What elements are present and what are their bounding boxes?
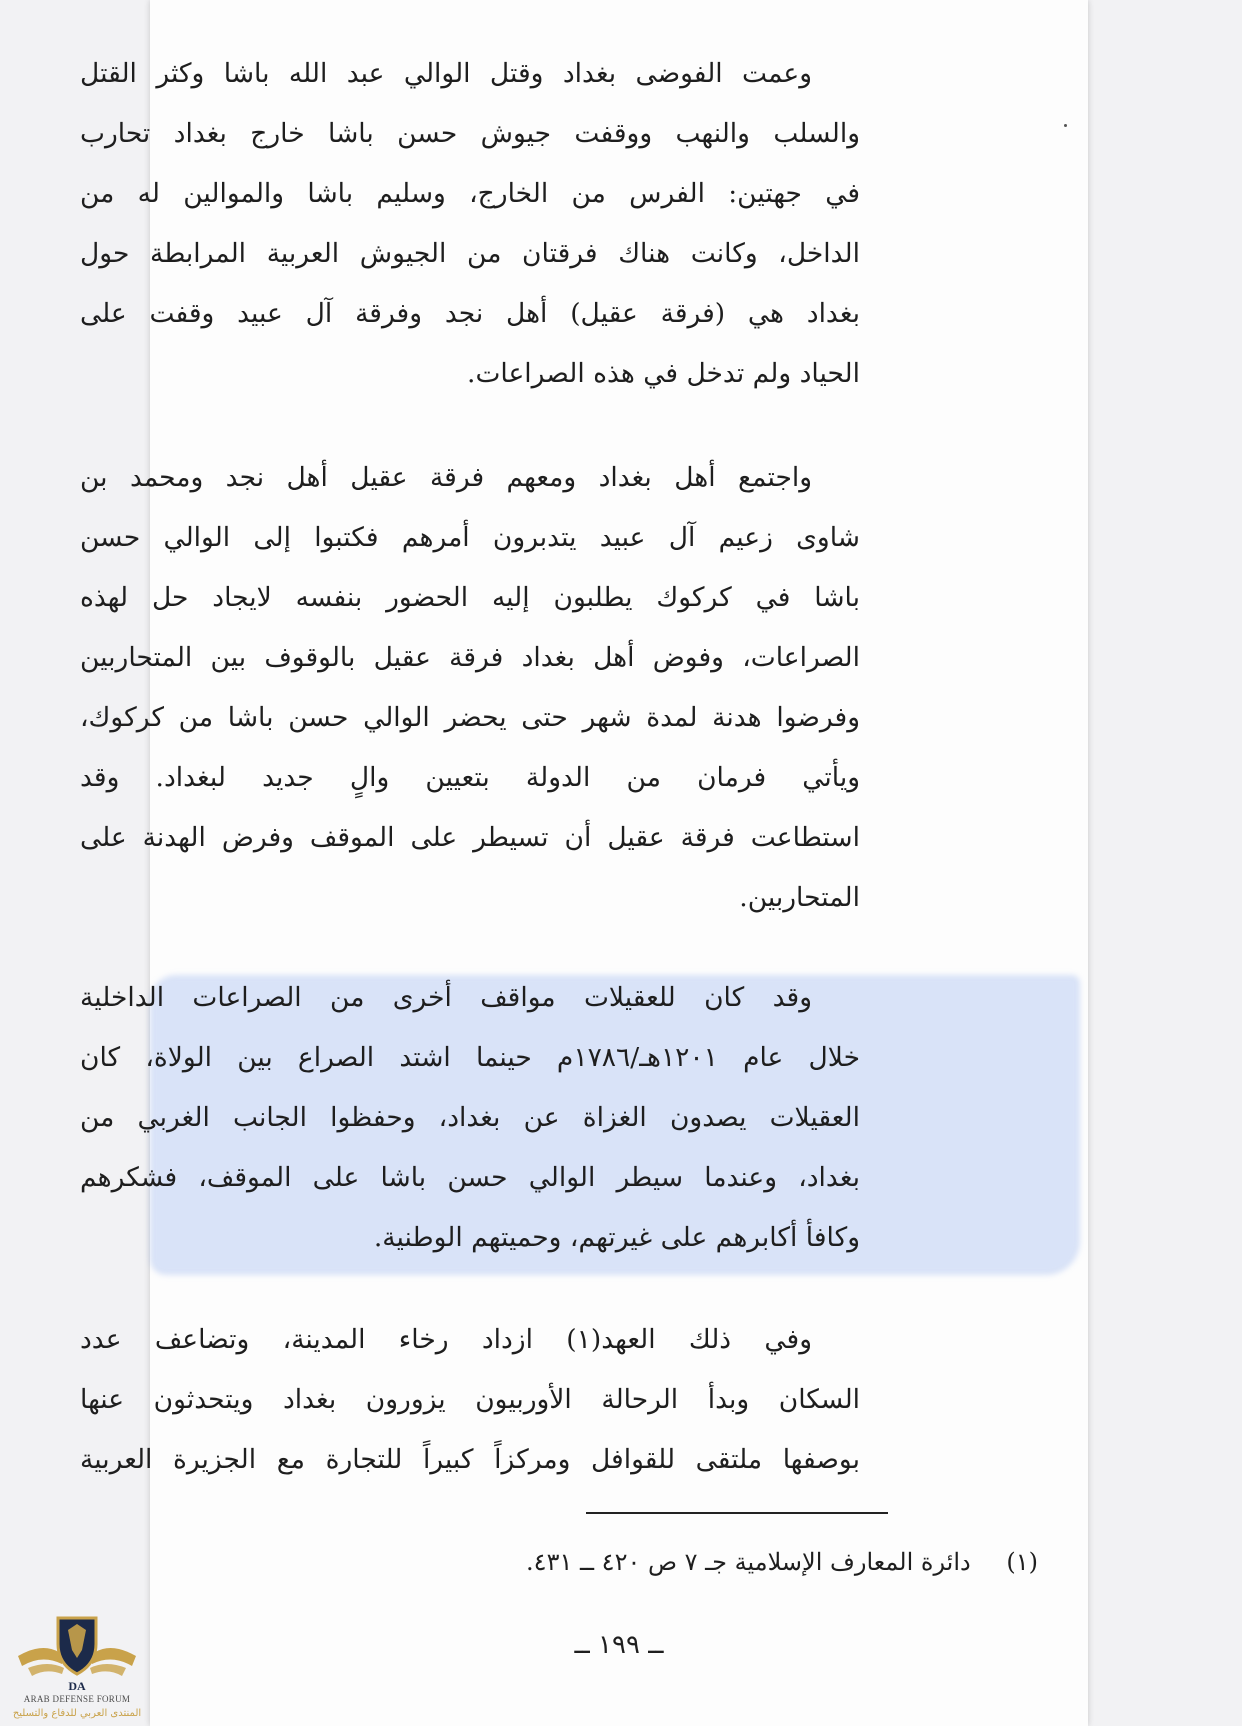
- paragraph-3: [80, 968, 860, 1268]
- paragraph-line: في جهتين: الفرس من الخارج، وسليم باشا والموالين له من: [80, 178, 860, 209]
- logo-english-name: ARAB DEFENSE FORUM: [23, 1694, 131, 1704]
- paragraph-line: وقد كان للعقيلات مواقف أخرى من الصراعات الداخلية: [80, 982, 812, 1013]
- paragraph-line: استطاعت فرقة عقيل أن تسيطر على الموقف وفرض الهدنة على: [80, 822, 860, 853]
- eagle-shield-icon: [8, 1610, 146, 1694]
- footnote: [150, 1548, 1038, 1576]
- paragraph-1: [80, 44, 860, 404]
- page-number: ــ ١٩٩ ــ: [574, 1630, 664, 1660]
- logo-initials: DA: [68, 1679, 86, 1693]
- logo-arabic-name: المنتدى العربي للدفاع والتسليح: [12, 1708, 142, 1719]
- paragraph-line: وفي ذلك العهد(١) ازداد رخاء المدينة، وتضاعف عدد: [80, 1324, 812, 1355]
- paragraph-line: شاوى زعيم آل عبيد يتدبرون أمرهم فكتبوا إلى الوالي حسن: [80, 522, 860, 553]
- forum-logo: [8, 1610, 146, 1722]
- paragraph-line: بوصفها ملتقى للقوافل ومركزاً كبيراً للتجارة مع الجزيرة العربية: [80, 1444, 860, 1475]
- paragraph-line: العقيلات يصدون الغزاة عن بغداد، وحفظوا الجانب الغربي من: [80, 1102, 860, 1133]
- footnote-rule: [586, 1512, 888, 1514]
- page-speck: [1064, 124, 1067, 127]
- paragraph-line: ويأتي فرمان من الدولة بتعيين والٍ جديد لبغداد. وقد: [80, 762, 860, 793]
- paragraph-2: [80, 448, 860, 928]
- paragraph-line: المتحاربين.: [739, 882, 860, 913]
- paragraph-line: الحياد ولم تدخل في هذه الصراعات.: [467, 358, 860, 389]
- paragraph-line: باشا في كركوك يطلبون إليه الحضور بنفسه لايجاد حل لهذه: [80, 582, 860, 613]
- paragraph-line: الداخل، وكانت هناك فرقتان من الجيوش العربية المرابطة حول: [80, 238, 860, 269]
- paragraph-line: السكان وبدأ الرحالة الأوربيون يزورون بغداد ويتحدثون عنها: [80, 1384, 860, 1415]
- paragraph-line: بغداد هي (فرقة عقيل) أهل نجد وفرقة آل عبيد وقفت على: [80, 298, 860, 329]
- paragraph-line: خلال عام ١٢٠١هـ/١٧٨٦م حينما اشتد الصراع بين الولاة، كان: [80, 1042, 860, 1073]
- paragraph-line: الصراعات، وفوض أهل بغداد فرقة عقيل بالوقوف بين المتحاربين: [80, 642, 860, 673]
- paragraph-line: بغداد، وعندما سيطر الوالي حسن باشا على الموقف، فشكرهم: [80, 1162, 860, 1193]
- footnote-number: (١): [1006, 1548, 1038, 1576]
- paragraph-line: وكافأ أكابرهم على غيرتهم، وحميتهم الوطنية.: [373, 1222, 860, 1253]
- paragraph-line: واجتمع أهل بغداد ومعهم فرقة عقيل أهل نجد ومحمد بن: [80, 462, 812, 493]
- paragraph-line: وعمت الفوضى بغداد وقتل الوالي عبد الله باشا وكثر القتل: [80, 58, 812, 89]
- paragraph-line: وفرضوا هدنة لمدة شهر حتى يحضر الوالي حسن باشا من كركوك،: [80, 702, 860, 733]
- paragraph-4: [80, 1310, 860, 1490]
- footnote-text: دائرة المعارف الإسلامية جـ ٧ ص ٤٢٠ ــ ٤٣١.: [526, 1548, 971, 1576]
- paragraph-line: والسلب والنهب ووقفت جيوش حسن باشا خارج بغداد تحارب: [80, 118, 860, 149]
